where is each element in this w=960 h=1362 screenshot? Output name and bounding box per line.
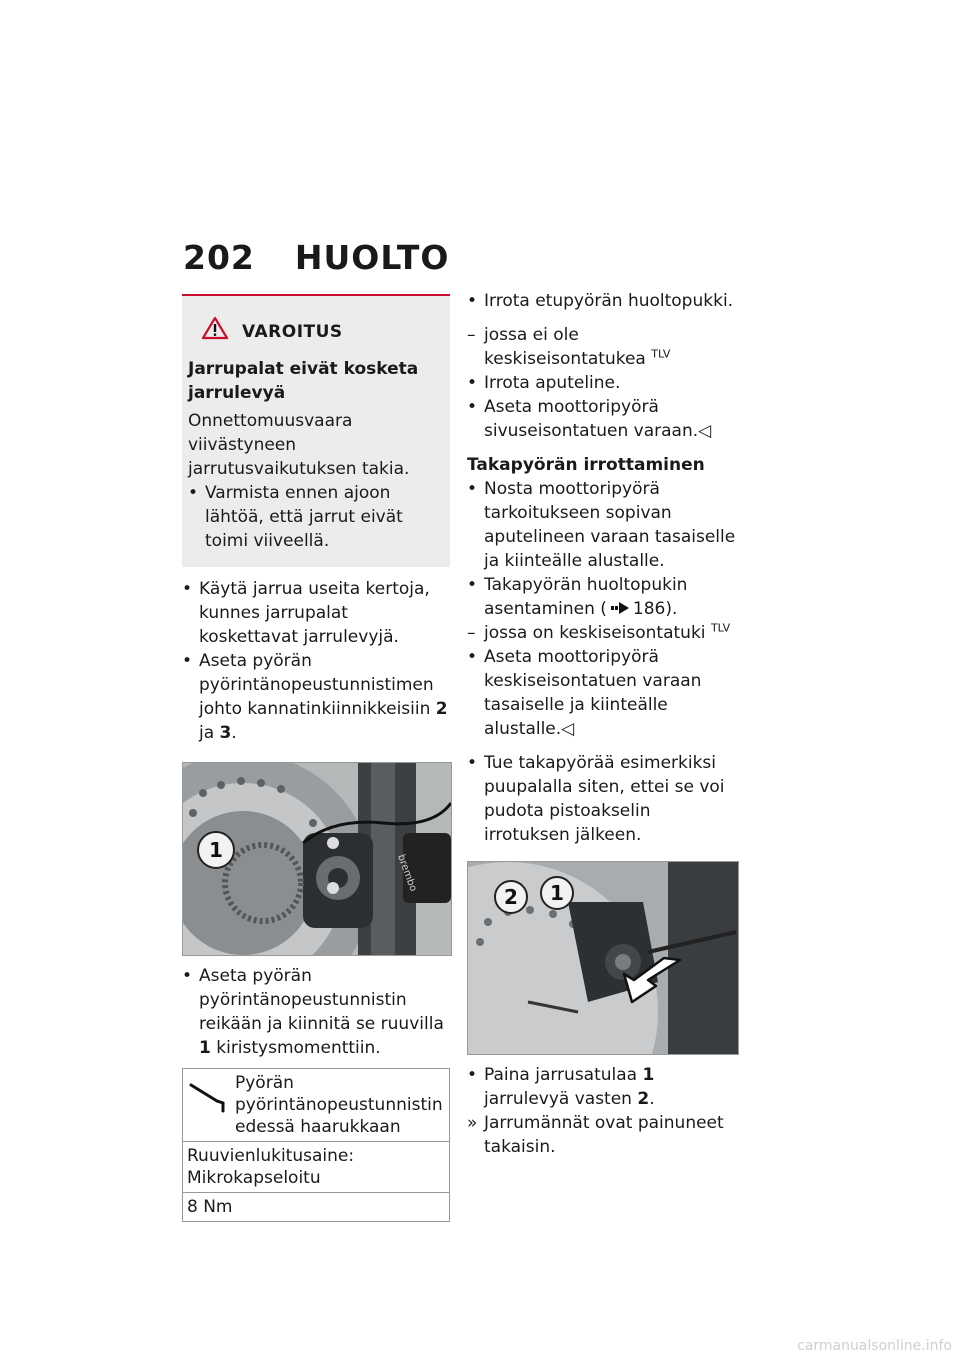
result-marker: »: [467, 1113, 478, 1133]
torque-table: [182, 1068, 450, 1222]
step-text: Tue takapyörää esimerkiksi puupalalla siten, ettei se voi pudota pistoakselin irrotuksen jälkeen.: [484, 753, 725, 845]
step-text: Aseta moottoripyörä keskiseisontatuen varaan tasaiselle ja kiinteälle alustalle.: [484, 647, 702, 739]
result-text: Jarrumännät ovat painuneet takaisin.: [484, 1113, 724, 1157]
warning-title: [202, 316, 438, 347]
step-route-cable: [182, 649, 450, 745]
bullet-marker: •: [467, 1065, 478, 1085]
step-text-end: kiristysmomenttiin.: [216, 1038, 381, 1058]
tlv-superscript: TLV: [710, 621, 731, 635]
step-text: Nosta moottoripyörä tarkoitukseen sopivan aputelineen varaan tasaiselle ja kiinteälle alustalle.: [484, 479, 736, 571]
photo-rear-caliper: [467, 861, 739, 1055]
step-text: Paina jarrusatulaa: [484, 1065, 638, 1085]
callout-1: 1: [540, 876, 574, 910]
step-lift-bike: [467, 477, 739, 573]
subheading-remove-rear-wheel: Takapyörän irrottaminen: [467, 455, 705, 475]
page-ref: 186).: [632, 599, 678, 619]
step-fit-sensor: [182, 964, 450, 1060]
step-text: Käytä jarrua useita kertoja, kunnes jarrupalat koskettavat jarrulevyjä.: [199, 579, 430, 647]
step-text: Aseta pyörän pyörintänopeustunnistin reikään ja kiinnitä se ruuvilla: [199, 966, 444, 1034]
wrench-icon: [189, 1081, 229, 1119]
warning-box: [182, 294, 450, 567]
step-text: Irrota etupyörän huoltopukki.: [484, 291, 734, 311]
dash-marker: –: [467, 623, 476, 643]
conjunction: ja: [199, 723, 215, 743]
ref-number: 1: [642, 1065, 655, 1085]
photo-front-wheel-sensor: [182, 762, 452, 956]
bullet-marker: •: [182, 651, 193, 671]
left-steps: [182, 577, 450, 745]
end-marker: ◁: [561, 719, 575, 739]
step-remove-front-stand: [467, 289, 739, 313]
torque-title-row: [183, 1069, 449, 1141]
step-text: Aseta moottoripyörä sivuseisontatuen varaan.: [484, 397, 699, 441]
ref-number: 1: [199, 1038, 211, 1058]
torque-title: Pyörän pyörintänopeustunnistin edessä haarukkaan: [235, 1073, 443, 1137]
step-text: Irrota aputeline.: [484, 373, 621, 393]
bullet-marker: •: [467, 291, 478, 311]
bullet-marker: •: [182, 966, 193, 986]
bullet-marker: •: [188, 483, 199, 503]
section-title: HUOLTO: [294, 238, 450, 277]
torque-value-row: 8 Nm: [183, 1192, 449, 1221]
torque-locking-row: Ruuvienlukitusaine: Mikrokapseloitu: [183, 1141, 449, 1192]
period: .: [649, 1089, 655, 1109]
step-text-mid: jarrulevyä vasten: [484, 1089, 632, 1109]
page-header: [183, 238, 450, 277]
dash-marker: –: [467, 325, 476, 345]
bullet-marker: •: [182, 579, 193, 599]
condition-text: jossa on keskiseisontatuki: [484, 623, 706, 643]
step-support-wheel: [467, 751, 739, 847]
warning-triangle-icon: [202, 316, 228, 347]
tlv-superscript: TLV: [651, 347, 671, 361]
bullet-marker: •: [467, 647, 478, 667]
condition-text: jossa ei ole keskiseisontatukea: [484, 325, 646, 369]
bullet-marker: •: [467, 373, 478, 393]
step-press-caliper: [467, 1063, 739, 1111]
step-text: Takapyörän huoltopukin asentaminen (: [484, 575, 688, 619]
page-ref-arrow-icon: [611, 597, 629, 621]
bullet-marker: •: [467, 753, 478, 773]
footer-watermark: carmanualsonline.info: [797, 1338, 952, 1354]
left-steps-2: [182, 964, 450, 1060]
warning-bullet: [188, 481, 438, 553]
callout-2: 2: [494, 880, 528, 914]
bullet-marker: •: [467, 479, 478, 499]
left-column: [182, 294, 450, 1222]
step-apply-brake: [182, 577, 450, 649]
warning-body: Onnettomuusvaara viivästyneen jarrutusvaikutuksen takia.: [188, 411, 410, 479]
step-side-stand: [467, 395, 739, 443]
step-text: Aseta pyörän pyörintänopeustunnistimen johto kannatinkiinnikkeisiin: [199, 651, 434, 719]
end-marker: ◁: [698, 421, 712, 441]
bullet-marker: •: [467, 397, 478, 417]
condition-no-center-stand: [467, 323, 739, 371]
warning-label: VAROITUS: [242, 321, 343, 342]
period: .: [231, 723, 237, 743]
brake-brand-label: brembo: [395, 853, 419, 894]
ref-number: 3: [219, 723, 232, 743]
step-center-stand: [467, 645, 739, 741]
ref-number: 2: [435, 699, 448, 719]
result-pistons: [467, 1111, 739, 1159]
bullet-marker: •: [467, 575, 478, 595]
page-number: 202: [183, 238, 255, 277]
step-rear-stand: [467, 573, 739, 621]
condition-center-stand: [467, 621, 739, 645]
ref-number: 2: [637, 1089, 650, 1109]
warning-heading: Jarrupalat eivät kosketa jarrulevyä: [188, 359, 419, 403]
callout-1: 1: [197, 831, 235, 869]
step-remove-aux-stand: [467, 371, 739, 395]
right-column: [467, 289, 739, 1159]
warning-bullet-text: Varmista ennen ajoon lähtöä, että jarrut eivät toimi viiveellä.: [205, 483, 403, 551]
